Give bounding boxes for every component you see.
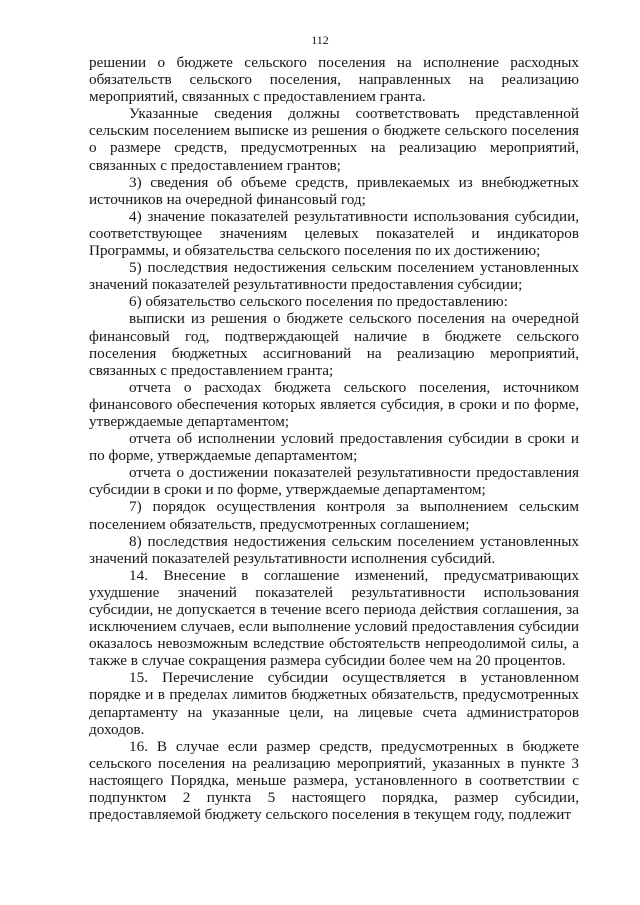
paragraph: 7) порядок осуществления контроля за выполнением сельским поселением обязательств, предусмотренных соглашением;	[89, 498, 579, 533]
document-body	[89, 54, 579, 823]
paragraph: 14. Внесение в соглашение изменений, предусматривающих ухудшение значений показателей результативности использования субсидии, не допускается в течение всего периода действия соглашения, за исключением случаев, если выполнение условий предоставления субсидии оказалось невозможным вследствие обстоятельств непреодолимой силы, а также в случае сокращения размера субсидии более чем на 20 процентов.	[89, 566, 579, 670]
paragraph: Указанные сведения должны соответствовать представленной сельским поселением выписке из решения о бюджете сельского поселения о размере средств, предусмотренных на реализацию мероприятий, связанных с предоставлением грантов;	[89, 105, 579, 174]
paragraph: 3) сведения об объеме средств, привлекаемых из внебюджетных источников на очередной финансовый год;	[89, 173, 579, 208]
paragraph: 5) последствия недостижения сельским поселением установленных значений показателей результативности предоставления субсидии;	[89, 259, 579, 294]
paragraph: отчета об исполнении условий предоставления субсидии в сроки и по форме, утверждаемые департаментом;	[89, 430, 579, 465]
paragraph: отчета о достижении показателей результативности предоставления субсидии в сроки и по форме, утверждаемые департаментом;	[89, 464, 579, 499]
paragraph: 4) значение показателей результативности использования субсидии, соответствующее значениям целевых показателей и индикаторов Программы, и обязательства сельского поселения по их достижению;	[89, 207, 579, 260]
paragraph: отчета о расходах бюджета сельского поселения, источником финансового обеспечения которых является субсидия, в сроки и по форме, утверждаемые департаментом;	[89, 378, 579, 430]
paragraph: 15. Перечисление субсидии осуществляется в установленном порядке и в пределах лимитов бюджетных обязательств, предусмотренных департаменту на указанные цели, на лицевые счета администраторов доходов.	[89, 669, 579, 738]
paragraph: решении о бюджете сельского поселения на исполнение расходных обязательств сельского поселения, направленных на реализацию мероприятий, связанных с предоставлением гранта.	[89, 54, 579, 106]
paragraph: 8) последствия недостижения сельским поселением установленных значений показателей результативности исполнения субсидий.	[89, 532, 579, 567]
paragraph: 16. В случае если размер средств, предусмотренных в бюджете сельского поселения на реализацию мероприятий, указанных в пункте 3 настоящего Порядка, меньше размера, установленного в соответствии с подпунктом 2 пункта 5 настоящего порядка, размер субсидии, предоставляемой бюджету сельского поселения в текущем году, подлежит	[89, 737, 579, 824]
paragraph: выписки из решения о бюджете сельского поселения на очередной финансовый год, подтверждающей наличие в бюджете сельского поселения бюджетных ассигнований на реализацию мероприятий, связанных с предоставлением гранта;	[89, 310, 579, 379]
paragraph: 6) обязательство сельского поселения по предоставлению:	[129, 293, 508, 311]
page-number: 112	[311, 33, 329, 47]
